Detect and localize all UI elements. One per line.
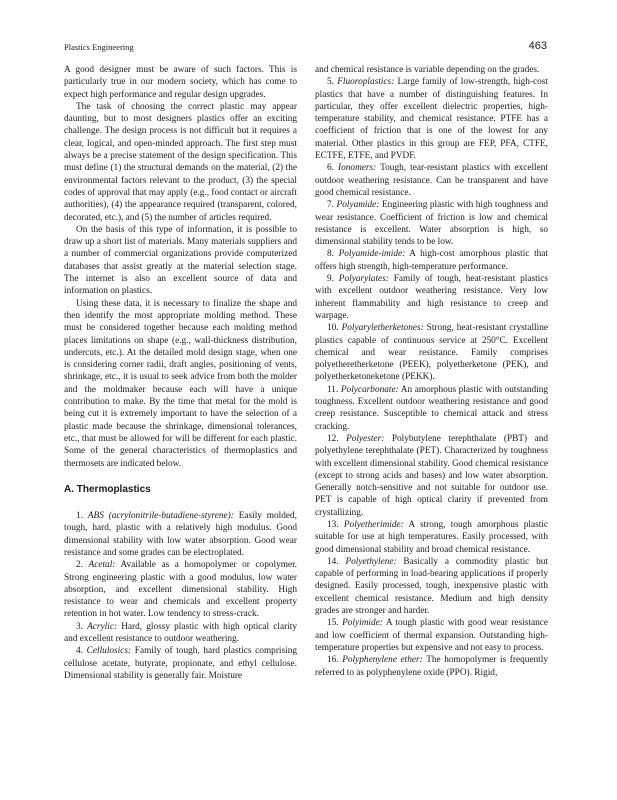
item-term: Polyphenylene ether:: [342, 655, 423, 666]
item-text: Engineering plastic with high toughness and wear resistance. Coefficient of friction is low and chemical resistance is excellent. Water absorption is high, so dimensional stability tends to be low.: [315, 200, 549, 248]
item-number: 12.: [327, 433, 339, 444]
item-text: Family of tough, heat-resistant plastics with excellent outdoor weathering resistance. Very low inherent flammability and high resistance to creep and warpage.: [315, 274, 548, 321]
item-term: Polycarbonate:: [340, 384, 399, 395]
item-text: Hard, glossy plastic with high optical clarity and excellent resistance to outdoor weathering.: [64, 621, 297, 645]
page-number: 463: [528, 40, 547, 52]
item-term: Cellulosics:: [86, 646, 132, 657]
item-text: Easily molded, tough, hard, plastic with a relatively high modulus. Good dimensional stability with low water absorption. Good wear resistance and some grades can be electroplated.: [64, 511, 297, 558]
item-number: 14.: [327, 556, 339, 567]
item-term: Polyamide:: [336, 200, 380, 211]
item-text: The homopolymer is frequently referred to as polyphenylene oxide (PPO). Rigid,: [315, 655, 548, 678]
item-number: 16.: [327, 655, 339, 666]
item-number: 5.: [327, 77, 334, 88]
list-item: [315, 556, 548, 617]
paragraph: A good designer must be aware of such factors. This is particularly true in our modern society, which has come to expect high performance and regular design upgrades.: [64, 65, 297, 100]
list-item: [315, 519, 548, 556]
item-number: 8.: [327, 249, 334, 260]
paragraph: On the basis of this type of information, it is possible to draw up a short list of materials. Many materials suppliers and a number of commercial organizations provide computerized databases that assist greatly at the material selection stage. The internet is also an excellent source of data and information on plastics.: [64, 224, 297, 297]
item-term: ABS (acrylonitrile-butadiene-styrene):: [87, 511, 234, 522]
item-number: 11.: [327, 384, 339, 395]
paragraph: The task of choosing the correct plastic may appear daunting, but to most designers plastics offer an exciting challenge. The design process is not difficult but it requires a clear, logical, and open-minded approach. The first step must always be a precise statement of the design specification. This must define (1) the structural demands on the material, (2) the environmental factors relevant to the product, (3) the special codes of approval that may apply (e.g., food contact or aircraft authorities), (4) the appearance required (transparent, colored, decorated, etc.), and (5) the number of articles required.: [64, 101, 297, 223]
item-term: Acrylic:: [87, 621, 118, 632]
item-text: Strong, heat-resistant crystalline plastics capable of continuous service at 250°C. Excellent chemical and wear resistance. Family comprises polyetheretherketone (PEEK), polyetherketone (PEK), and polyetherketoneketone (PEKK).: [315, 323, 548, 383]
item-number: 7.: [327, 200, 334, 211]
item-number: 4.: [76, 646, 83, 657]
item-text: A strong, tough amorphous plastic suitable for use at high temperatures. Easily processed, with good dimensional stability and broad chemical resistance.: [315, 519, 548, 555]
running-title: Plastics Engineering: [64, 42, 134, 52]
list-item: [315, 76, 548, 162]
item-term: Acetal:: [88, 560, 116, 571]
item-number: 15.: [327, 618, 339, 629]
left-column: [64, 64, 297, 682]
item-term: Polyaryletherketones:: [341, 323, 424, 334]
paragraph: Using these data, it is necessary to finalize the shape and then identify the most appropriate molding method. These must be considered together because each molding method places limitations on shape (e.g., wall-thickness distribution, undercuts, etc.). At the detailed mold design stage, when one is considering corner radii, draft angles, positioning of vents, shrinkage, etc., it is usual to seek advice from both the molder and the moldmaker because each will have a unique contribution to make. By the time that metal for the mold is being cut it is extremely important to have the selection of a plastic made because the shrinkage, dimensional tolerances, etc., that must be allowed for will be different for each plastic. Some of the general characteristics of thermoplastics and thermosets are indicated below.: [64, 298, 297, 469]
item-term: Polyimide:: [342, 618, 383, 629]
item-term: Polyethylene:: [345, 556, 397, 567]
item-term: Ionomers:: [338, 163, 377, 174]
list-item: [315, 322, 548, 383]
list-item: [315, 433, 548, 519]
list-item: [315, 248, 548, 273]
section-heading: A. Thermoplastics: [64, 483, 151, 495]
item-text: A high-cost amorphous plastic that offers high strength, high-temperature performance.: [315, 249, 549, 272]
item-term: Polyetherimide:: [343, 519, 404, 530]
item-term: Polyester:: [346, 433, 385, 444]
item-term: Polyarylates:: [338, 274, 389, 285]
list-item: [64, 559, 297, 620]
item-text: Basically a commodity plastic but capable of performing in load-bearing applications if properly designed. Easily processed, tough, inexpensive plastic with excellent chemical resistance. Medium and high density grades are stronger and harder.: [315, 556, 548, 617]
item-number: 2.: [76, 560, 83, 571]
item-text: Tough, tear-resistant plastics with excellent outdoor weathering resistance. Can be transparent and have good chemical resistance.: [315, 163, 549, 198]
item-text: Polybutylene terephthalate (PBT) and polyethylene terephthalate (PET). Characterized by toughness with excellent dimensional stability. Good chemical resistance (except to strong acids and bases) and low water absorption. Generally notch-sensitive and not suitable for outdoor use. PET is capable of high optical clarity if prevented from crystallizing.: [315, 433, 548, 518]
list-item: [64, 621, 297, 646]
item-term: Polyamide-imide:: [338, 249, 406, 260]
list-item: [64, 645, 297, 682]
list-item: [315, 654, 548, 679]
item-number: 1.: [76, 511, 83, 522]
item-number: 9.: [327, 274, 334, 285]
item-number: 10.: [327, 323, 339, 334]
item-number: 6.: [327, 163, 334, 174]
list-item: [315, 273, 548, 322]
list-item: [315, 617, 548, 654]
list-item: [64, 510, 297, 559]
item-text: An amorphous plastic with outstanding toughness. Excellent outdoor weathering resistance and good creep resistance. Susceptible to chemical attack and stress cracking.: [315, 384, 549, 432]
item-term: Fluoroplastics:: [337, 77, 395, 88]
item-number: 3.: [76, 621, 83, 632]
list-item: [315, 199, 548, 248]
item-text: A tough plastic with good wear resistance and low coefficient of thermal expansion. Outstanding high-temperature properties but expensive and not easy to process.: [315, 618, 548, 653]
paragraph-continuation: and chemical resistance is variable depending on the grades.: [315, 65, 540, 75]
item-text: Large family of low-strength, high-cost plastics that have a number of distinguishing features. In particular, they offer excellent dielectric properties, high-temperature stability, and chemical resistance. PTFE has a coefficient of friction that is one of the lowest for any material. Other plastics in this group are FEP, PFA, CTFE, ECTFE, ETFE, and PVDF.: [315, 77, 548, 162]
list-item: [315, 162, 548, 199]
item-text: Family of tough, hard plastics comprising cellulose acetate, butyrate, propionate, and ethyl cellulose. Dimensional stability is generally fair. Moisture: [64, 646, 298, 681]
list-item: [315, 384, 548, 433]
item-text: Available as a homopolymer or copolymer. Strong engineering plastic with a good modulus, low water absorption, and excellent dimensional stability. High resistance to wear and chemicals and excellent property retention in hot water. Low tendency to stress-crack.: [64, 560, 297, 620]
item-number: 13.: [327, 519, 339, 530]
right-column: [315, 64, 548, 679]
